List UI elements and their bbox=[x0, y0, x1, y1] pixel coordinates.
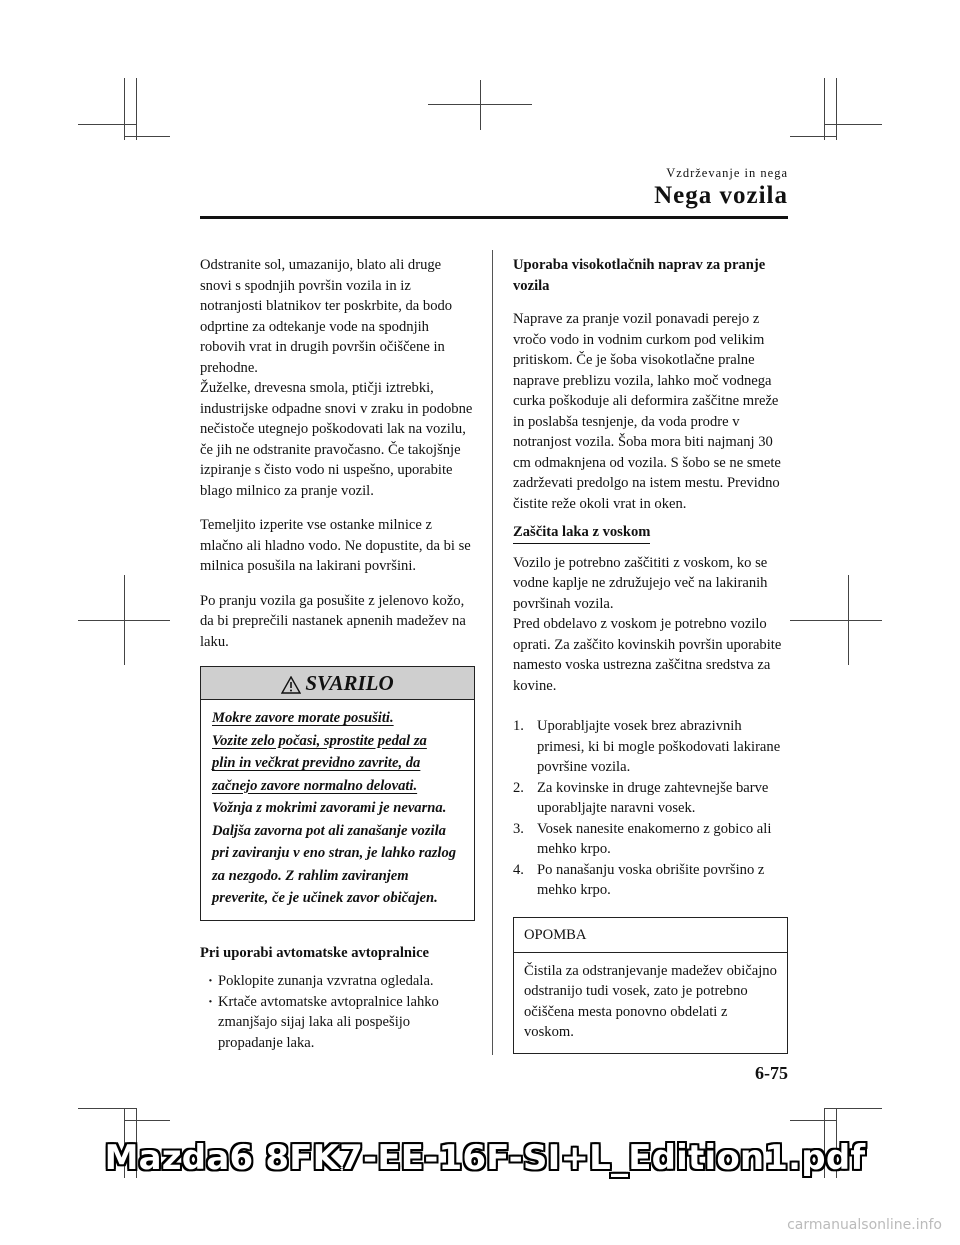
warning-triangle-icon bbox=[281, 671, 301, 703]
crop-mark bbox=[824, 78, 825, 140]
list-item: · Poklopite zunanja vzvratna ogledala. bbox=[210, 971, 475, 992]
list-item: 2. Za kovinske in druge zahtevnejše barve uporabljajte naravni vosek. bbox=[513, 779, 769, 816]
warning-line: Mokre zavore morate posušiti. bbox=[212, 710, 394, 726]
warning-line: plin in večkrat previdno zavrite, da bbox=[212, 755, 421, 771]
warning-line: Vozite zelo počasi, sprostite pedal za bbox=[212, 732, 427, 749]
paragraph: Naprave za pranje vozil ponavadi perejo z vročo vodo in vodnim curkom pod velikim pritiskom. Če je šoba visokotlačne pralne naprave preblizu vozila, lahko moč vodnega curka poškoduje ali deformira zaščitne mreže in poslabša tesnjenje, da voda prodre v notranjost vozila. Šoba mora biti najmanj 30 cm odmaknjena od vozila. S šobo se ne smete zadrževati predolgo na istem mestu. Previdno čistite reže okoli vrat in oken. bbox=[513, 311, 781, 512]
warning-box bbox=[200, 666, 475, 921]
paragraph: Odstranite sol, umazanijo, blato ali druge snovi s spodnjih površin vozila in iz notranjosti blatnikov ter poskrbite, da bodo odprtine za odtekanje vode na spodnjih robovih vrat in drugih površin očiščene in prehodne. bbox=[200, 257, 453, 376]
crop-mark bbox=[124, 136, 170, 137]
note-text: Čistila za odstranjevanje madežev običajno odstranijo tudi vosek, zato je potrebno očiščena mesta ponovno obdelati z voskom. bbox=[524, 962, 777, 1040]
paragraph: Po pranju vozila ga posušite z jelenovo kožo, da bi preprečili nastanek apnenih madežev na laku. bbox=[200, 592, 466, 650]
wax-heading: Zaščita laka z voskom bbox=[513, 522, 650, 544]
page-title: Nega vozila bbox=[654, 182, 788, 209]
document-filename: Mazda6 8FK7-EE-16F-SI+L_Edition1.pdf bbox=[104, 1138, 866, 1178]
list-item: 4. Po nanašanju voska obrišite površino z mehko krpo. bbox=[513, 861, 765, 898]
list-item: 1. Uporabljajte vosek brez abrazivnih primesi, ki bi mogle poškodovati lakirane površine vozila. bbox=[513, 718, 781, 775]
wax-steps bbox=[513, 716, 788, 901]
crop-mark bbox=[124, 78, 125, 140]
note-box bbox=[513, 917, 788, 1054]
list-item: · Krtače avtomatske avtopralnice lahko zmanjšajo sijaj laka ali pospešijo propadanje laka. bbox=[210, 992, 475, 1054]
crop-mark bbox=[428, 104, 532, 105]
page-number: 6-75 bbox=[755, 1063, 788, 1083]
auto-wash-heading: Pri uporabi avtomatske avtopralnice bbox=[200, 944, 430, 961]
list-item: 3. Vosek nanesite enakomerno z gobico ali mehko krpo. bbox=[513, 820, 772, 857]
crop-mark bbox=[78, 620, 170, 621]
crop-mark bbox=[836, 78, 837, 140]
crop-mark bbox=[136, 78, 137, 140]
warning-title: SVARILO bbox=[305, 671, 394, 695]
warning-line: začnejo zavore normalno delovati. bbox=[212, 777, 418, 794]
crop-mark bbox=[790, 1120, 836, 1121]
paragraph: Pred obdelavo z voskom je potrebno vozilo oprati. Za zaščito kovinskih površin uporabite namesto voska ustrezna zaščitna sredstva za kovine. bbox=[513, 616, 782, 694]
right-column bbox=[513, 255, 788, 1054]
crop-mark bbox=[480, 80, 481, 130]
warning-body bbox=[201, 700, 474, 920]
crop-mark bbox=[78, 124, 136, 125]
crop-mark bbox=[78, 1108, 136, 1109]
paragraph: Vozilo je potrebno zaščititi z voskom, ko se vodne kaplje ne združujejo več na lakiranih površinah vozila. bbox=[513, 554, 768, 612]
crop-mark bbox=[824, 1108, 882, 1109]
watermark: carmanualsonline.info bbox=[787, 1217, 942, 1233]
crop-mark bbox=[790, 620, 882, 621]
crop-mark bbox=[824, 124, 882, 125]
crop-mark bbox=[124, 1120, 170, 1121]
section-label: Vzdrževanje in nega bbox=[666, 166, 788, 180]
left-column bbox=[200, 255, 475, 1053]
column-divider bbox=[492, 250, 493, 1055]
auto-wash-list bbox=[200, 971, 475, 1053]
crop-mark bbox=[790, 136, 836, 137]
paragraph: Temeljito izperite vse ostanke milnice z mlačno ali hladno vodo. Ne dopustite, da bi se milnica posušila na lakirani površini. bbox=[200, 517, 471, 574]
header-rule bbox=[200, 216, 788, 219]
warning-text: Vožnja z mokrimi zavorami je nevarna. Daljša zavorna pot ali zanašanje vozila pri zaviranju v eno stran, je lahko razlog za nezgodo. Z rahlim zaviranjem preverite, če je učinek zavor običajen. bbox=[212, 800, 457, 906]
warning-header bbox=[201, 667, 474, 700]
high-pressure-heading: Uporaba visokotlačnih naprav za pranje vozila bbox=[513, 257, 766, 294]
note-title: OPOMBA bbox=[514, 918, 787, 953]
paragraph: Žuželke, drevesna smola, ptičji iztrebki, industrijske odpadne snovi v zraku in podobne nečistoče utegnejo poškodovati lak na vozilu, če jih ne odstranite pravočasno. Če takojšnje izpiranje s čisto vodo ni uspešno, uporabite blago milnico za pranje vozil. bbox=[200, 380, 473, 499]
